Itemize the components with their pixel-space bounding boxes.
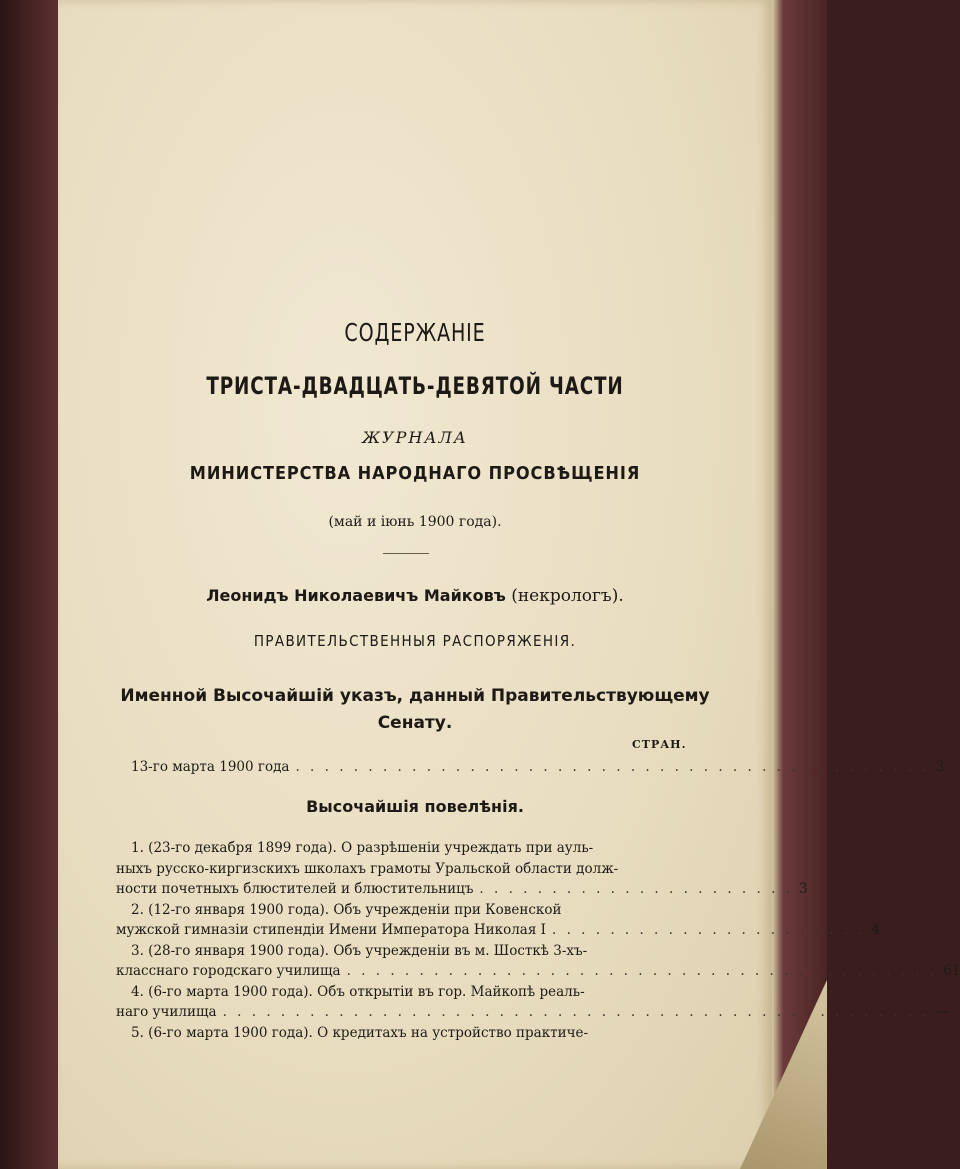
part-title: ТРИСТА-ДВАДЦАТЬ-ДЕВЯТОЙ ЧАСТИ xyxy=(206,372,624,400)
entry-line: ныхъ русско-киргизскихъ школахъ грамоты Уральской области долж- xyxy=(116,860,619,877)
section-government: ПРАВИТЕЛЬСТВЕННЫЯ РАСПОРЯЖЕНІЯ. xyxy=(253,632,577,650)
toc-entry-3 xyxy=(116,941,960,982)
entry-page: 4 xyxy=(871,922,881,938)
contents-title: СОДЕРЖАНІЕ xyxy=(344,318,486,347)
entry-line: 2. (12-го января 1900 года). Объ учрежденіи при Ковенской xyxy=(131,901,562,918)
commands-list xyxy=(116,838,960,1043)
entry-last-line: ности почетныхъ блюстителей и блюстительницъ xyxy=(116,881,474,897)
entry-line: 4. (6-го марта 1900 года). Объ открытіи въ гор. Майкопѣ реаль- xyxy=(131,983,585,1000)
decree-entry xyxy=(116,757,945,778)
entry-page: 61 xyxy=(943,963,960,979)
decree-entry-page: 3 xyxy=(935,759,945,775)
leader-dots: . . . . . . . . . . . . . . . . . . . . . . . . . . . . . . . . . . . . . . . . . . . . . . . . . xyxy=(222,1004,930,1020)
section-commands: Высочайшія повелѣнія. xyxy=(306,797,524,816)
toc-entry-5 xyxy=(116,1023,684,1044)
ministry-title: МИНИСТЕРСТВА НАРОДНАГО ПРОСВѢЩЕНІЯ xyxy=(189,463,641,484)
journal-label: ЖУРНАЛА xyxy=(362,428,468,447)
toc-entry-2 xyxy=(116,900,881,941)
decree-title-line2: Сенату. xyxy=(377,713,453,733)
toc-entry-1 xyxy=(116,838,808,900)
leader-dots: . . . . . . . . . . . . . . . . . . . . . . xyxy=(551,922,866,938)
entry-page: — xyxy=(935,1004,950,1020)
book-binding-left xyxy=(0,0,58,1169)
obituary-name: Леонидъ Николаевичъ Майковъ xyxy=(206,586,506,605)
toc-line xyxy=(116,961,960,982)
entry-line: 3. (28-го января 1900 года). Объ учрежденіи въ м. Шосткѣ 3-хъ- xyxy=(131,942,588,959)
toc-line xyxy=(116,1002,950,1023)
toc-line xyxy=(116,879,808,900)
entry-line: 5. (6-го марта 1900 года). О кредитахъ на устройство практиче- xyxy=(131,1024,589,1041)
book-binding-right xyxy=(772,0,827,1169)
obituary-line xyxy=(58,586,772,606)
page-column-header: СТРАН. xyxy=(632,738,687,751)
decree-title-line1: Именной Высочайшій указъ, данный Правительствующему xyxy=(120,686,710,706)
toc-line xyxy=(116,920,881,941)
leader-dots: . . . . . . . . . . . . . . . . . . . . . . . . . . . . . . . . . . . . . . . . . xyxy=(346,963,938,979)
entry-last-line: мужской гимназіи стипендіи Имени Императора Николая I xyxy=(116,922,546,938)
divider xyxy=(383,553,429,554)
decree-title xyxy=(58,683,772,737)
entry-line: 1. (23-го декабря 1899 года). О разрѣшеніи учреждать при ауль- xyxy=(131,840,594,856)
toc-line xyxy=(116,757,945,778)
obituary-note: (некрологъ). xyxy=(511,586,624,606)
entry-page: 3 xyxy=(798,881,808,897)
period-text: (май и іюнь 1900 года). xyxy=(328,514,502,530)
entry-last-line: наго училища xyxy=(116,1004,217,1020)
decree-entry-text: 13-го марта 1900 года xyxy=(131,759,290,775)
toc-entry-4 xyxy=(116,982,950,1023)
leader-dots: . . . . . . . . . . . . . . . . . . . . . . . . . . . . . . . . . . . . . . . . . . . . xyxy=(295,759,930,775)
leader-dots: . . . . . . . . . . . . . . . . . . . . . . xyxy=(479,881,793,897)
entry-last-line: класснаго городскаго училища xyxy=(116,963,341,979)
